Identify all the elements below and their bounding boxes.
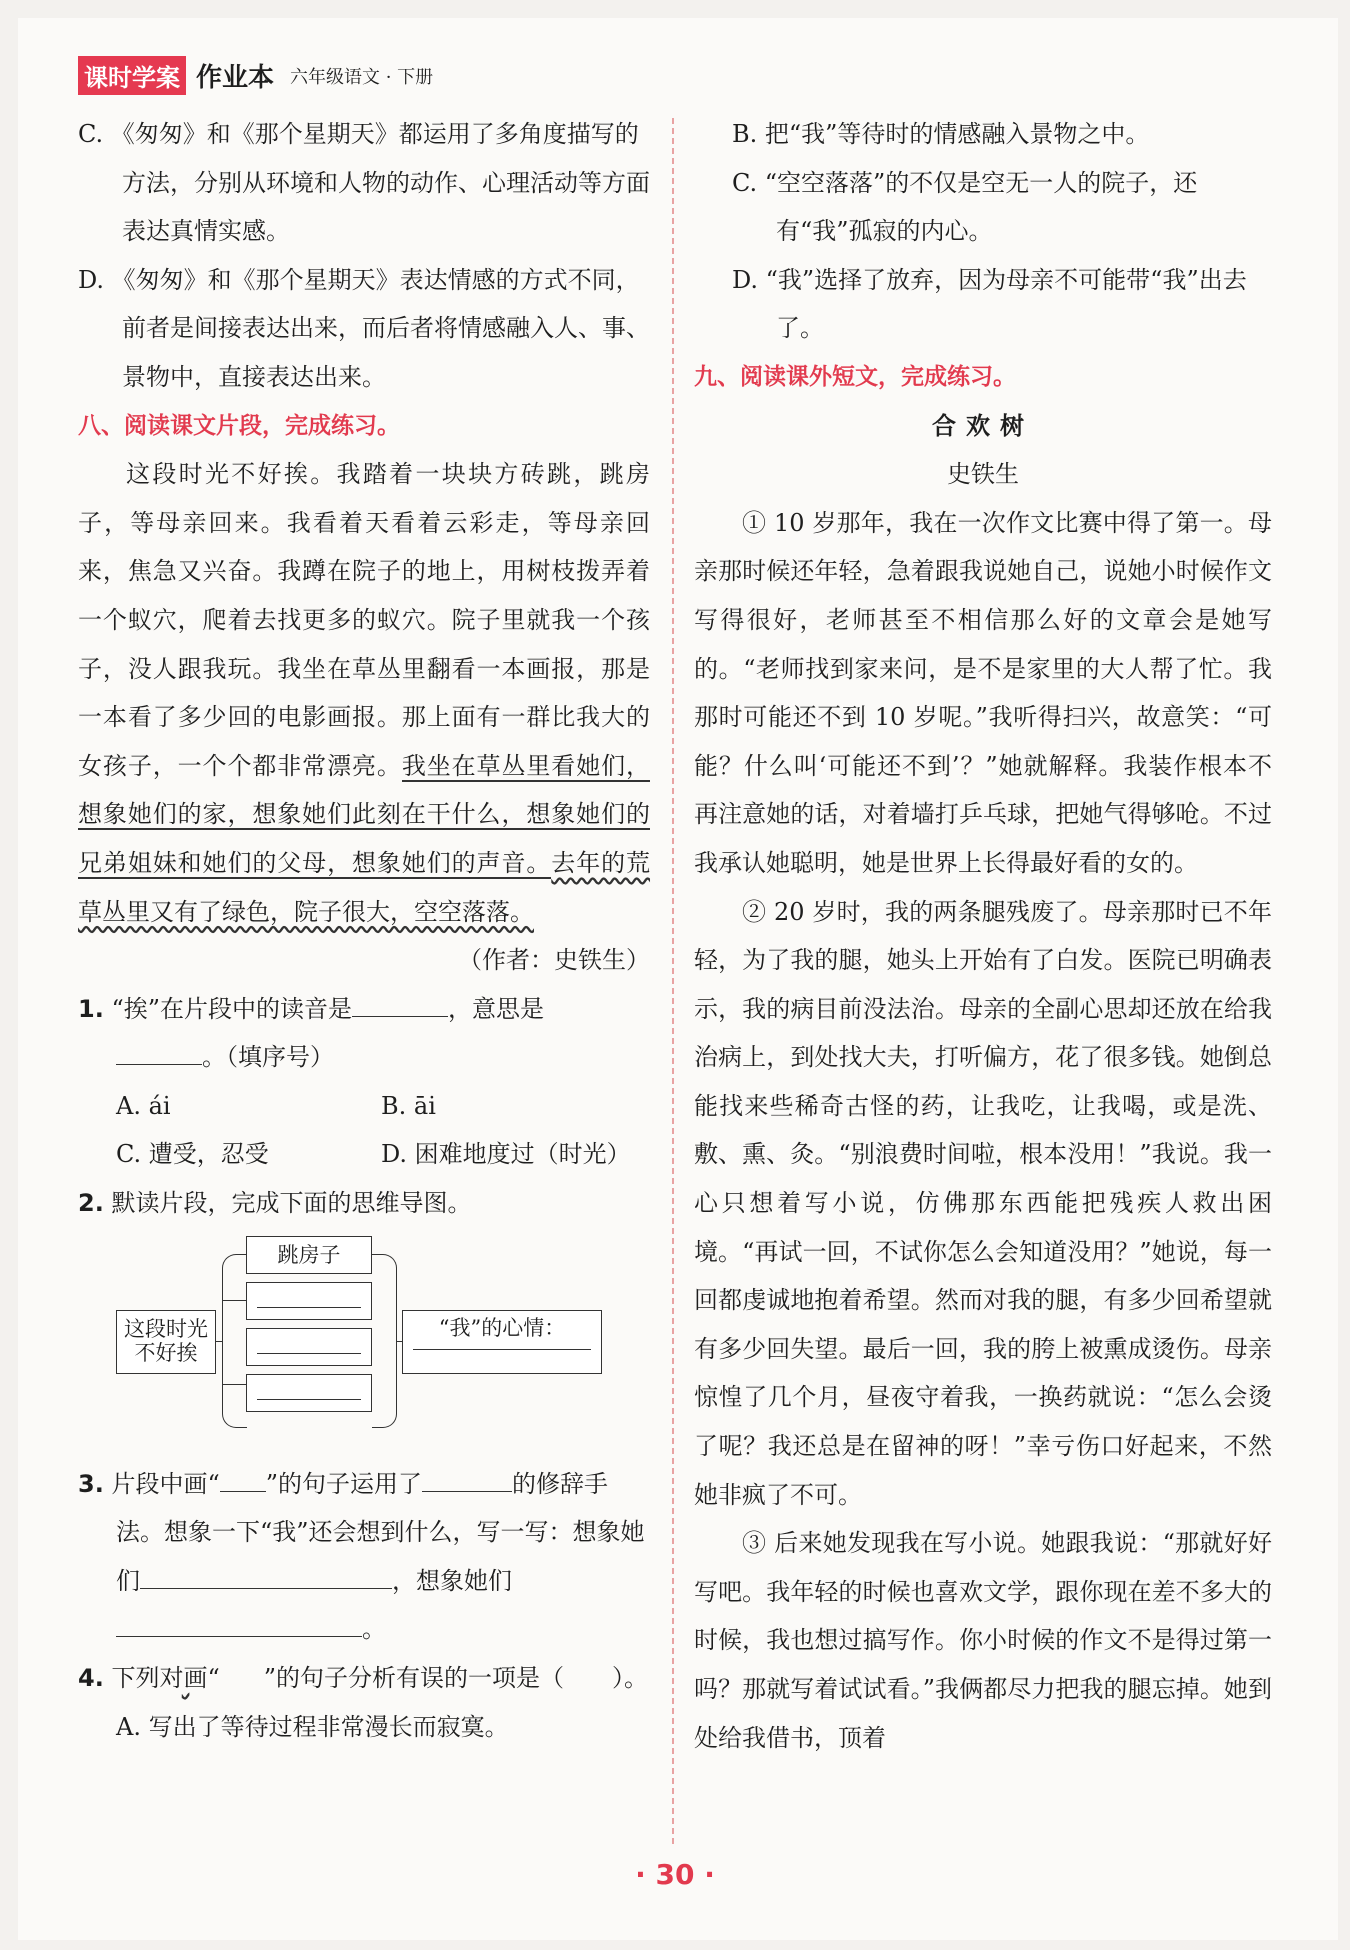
right-column <box>694 110 1272 1762</box>
page-number: · 30 · <box>635 1858 715 1891</box>
passage-author: （作者：史铁生） <box>458 946 650 975</box>
column-divider <box>672 118 674 1844</box>
mind-map-feeling[interactable]: “我”的心情： <box>402 1310 602 1374</box>
article-paragraph-3: ③ 后来她发现我在写小说。她跟我说：“那就好好写吧。我年轻的时候也喜欢文学，跟你现在差不多大的时候，我也想过搞写作。你小时候的作文不是得过第一吗？那就写着试试看。”我俩都尽力把我的腿忘掉。她到处给我借书，顶着 <box>694 1529 1272 1752</box>
brand-logo: 课时学案 <box>78 56 186 95</box>
left-brace <box>222 1254 247 1428</box>
answer-blank[interactable] <box>116 1610 362 1637</box>
mind-map <box>78 1236 650 1454</box>
question-2: 2. 默读片段，完成下面的思维导图。 <box>78 1189 472 1218</box>
q4-option-c: C. “空空落落”的不仅是空无一人的院子，还有“我”孤寂的内心。 <box>732 168 1198 246</box>
answer-blank[interactable] <box>140 1562 392 1589</box>
question-4: 4. 下列对画“ ”的句子分析有误的一项是（ ）。 <box>78 1664 649 1693</box>
wavy-sentence: 去年的荒草丛里又有了绿色，院子很大，空空落落。 <box>78 848 651 926</box>
article-title: 合欢树 <box>932 411 1034 440</box>
article-author: 史铁生 <box>947 460 1019 489</box>
answer-blank[interactable] <box>422 1465 512 1492</box>
section-9-heading: 九、阅读课外短文，完成练习。 <box>694 363 1016 390</box>
question-1: 1. “挨”在片段中的读音是 ，意思是 。（填序号） <box>78 985 650 1082</box>
option-d: D. 《匆匆》和《那个星期天》表达情感的方式不同，前者是间接表达出来，而后者将情感融入人、事、景物中，直接表达出来。 <box>78 265 650 391</box>
connector <box>222 1384 246 1385</box>
mind-map-node-blank[interactable] <box>246 1282 372 1320</box>
mind-map-node-blank[interactable] <box>246 1374 372 1412</box>
q4-option-b: B. 把“我”等待时的情感融入景物之中。 <box>732 120 1150 148</box>
article-paragraph-2: ② 20 岁时，我的两条腿残废了。母亲那时已不年轻，为了我的腿，她头上开始有了白发。医院已明确表示，我的病目前没法治。母亲的全副心思却还放在给我治病上，到处找大夫，打听偏方，花了很多钱。她倒总能找来些稀奇古怪的药，让我吃，让我喝，或是洗、敷、熏、灸。“别浪费时间啦，根本没用！”我说。我一心只想着写小说，仿佛那东西能把残疾人救出困境。“再试一回，不试你怎么会知道没用？”她说，每一回都虔诚地抱着希望。然而对我的腿，有多少回希望就有多少回失望。最后一回，我的胯上被熏成烫伤。母亲惊惶了几个月，昼夜守着我，一换药就说：“怎么会烫了呢？我还总是在留神的呀！”幸亏伤口好起来，不然她非疯了不可。 <box>694 897 1272 1509</box>
left-column <box>78 110 650 1751</box>
underlined-sentence: 我坐在草丛里看她们，想象她们的家，想象她们此刻在干什么，想象她们的兄弟姐妹和她们的父母，想象她们的声音。 <box>78 751 651 877</box>
q1-options-row2: C. 遭受，忍受 D. 困难地度过（时光） <box>116 1140 631 1169</box>
q1-options-row1: A. ái B. āi <box>116 1091 436 1120</box>
article-paragraph-1: ① 10 岁那年，我在一次作文比赛中得了第一。母亲那时候还年轻，急着跟我说她自己，说她小时候作文写得很好，老师甚至不相信那么好的文章会是她写的。“老师找到家来问，是不是家里的大人帮了忙。我那时可能还不到 10 岁呢。”我听得扫兴，故意笑：“可能？什么叫‘可能还不到’？”她就解释。我装作根本不再注意她的话，对着墙打乒乓球，把她气得够呛。不过我承认她聪明，她是世界上长得最好看的女的。 <box>694 508 1272 877</box>
answer-blank[interactable] <box>352 990 448 1017</box>
option-c: C. 《匆匆》和《那个星期天》都运用了多角度描写的方法，分别从环境和人物的动作、心理活动等方面表达真情实感。 <box>78 120 650 246</box>
book-name: 作业本 <box>196 63 275 93</box>
mind-map-node-top: 跳房子 <box>246 1236 372 1274</box>
mind-map-node-blank[interactable] <box>246 1328 372 1366</box>
question-3: 3. 片段中画“ ”的句子运用了 的修辞手法。想象一下“我”还会想到什么，写一写：想象她们 ，想象她们。 <box>78 1460 650 1654</box>
section-8-heading: 八、阅读课文片段，完成练习。 <box>78 412 400 439</box>
q4-option-a: A. 写出了等待过程非常漫长而寂寞。 <box>116 1712 509 1741</box>
book-subtitle: 六年级语文 · 下册 <box>290 66 434 88</box>
passage: 这段时光不好挨。我踏着一块块方砖跳，跳房子，等母亲回来。我看着天看着云彩走，等母亲回来，焦急又兴奋。我蹲在院子的地上，用树枝拨弄着一个蚁穴，爬着去找更多的蚁穴。院子里就我一个孩子，没人跟我玩。我坐在草丛里翻看一本画报，那是一本看了多少回的电影画报。那上面有一群比我大的女孩子，一个个都非常漂亮。我坐在草丛里看她们，想象她们的家，想象她们此刻在干什么，想象她们的兄弟姐妹和她们的父母，想象她们的声音。去年的荒草丛里又有了绿色，院子很大，空空落落。 <box>78 460 651 926</box>
page-header <box>78 56 433 95</box>
mind-map-center: 这段时光不好挨 <box>116 1310 216 1374</box>
right-brace <box>372 1254 397 1428</box>
answer-blank[interactable] <box>116 1038 202 1065</box>
q4-option-d: D. “我”选择了放弃，因为母亲不可能带“我”出去了。 <box>732 265 1247 343</box>
connector <box>222 1300 246 1301</box>
